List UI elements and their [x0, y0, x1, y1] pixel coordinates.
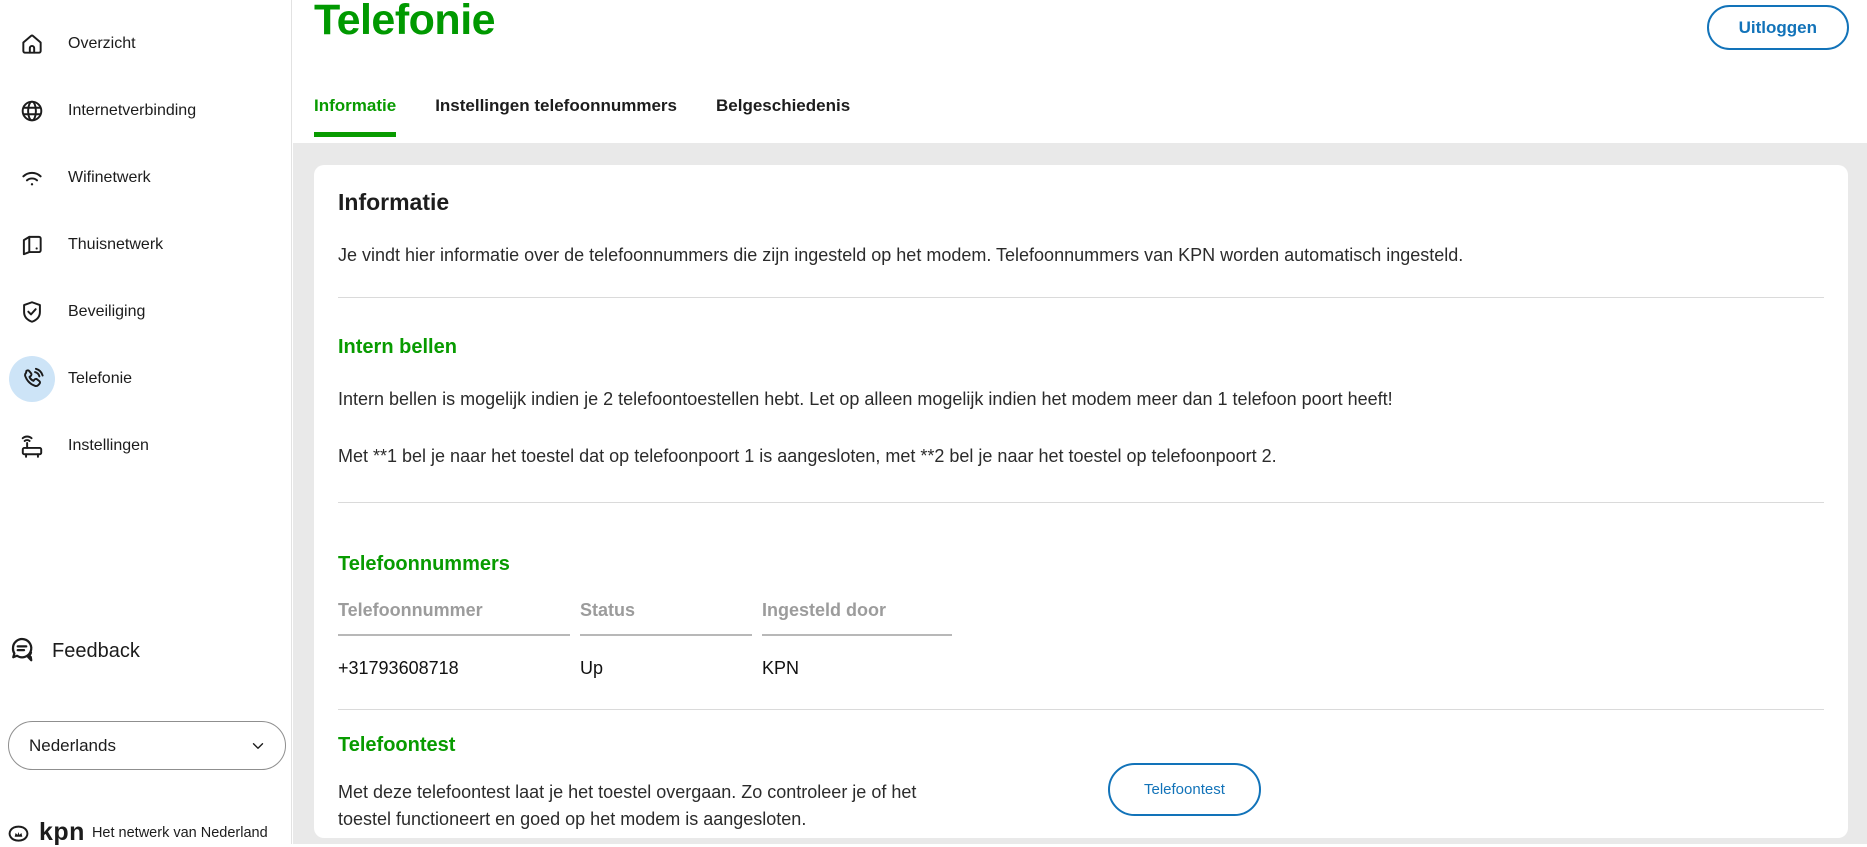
feedback-button[interactable] — [9, 636, 140, 666]
table-cell-ingesteld-door: KPN — [762, 658, 800, 678]
telefoontest-paragraph: Met deze telefoontest laat je het toestel overgaan. Zo controleer je of het toestel functioneert en goed op het modem is aangesloten. — [338, 782, 917, 829]
tab-instellingen-telefoonnummers[interactable]: Instellingen telefoonnummers — [435, 96, 677, 115]
sidebar-item-telefonie[interactable] — [0, 345, 291, 412]
feedback-chat-icon — [9, 636, 39, 666]
sidebar-item-label: Instellingen — [68, 436, 149, 454]
content-background — [293, 143, 1867, 844]
wifi-icon — [9, 155, 55, 201]
tab-bar — [314, 96, 850, 137]
logout-button[interactable]: Uitloggen — [1707, 5, 1849, 50]
telefoontest-section — [338, 734, 1824, 833]
telefoontest-button[interactable]: Telefoontest — [1108, 763, 1261, 816]
globe-icon — [9, 88, 55, 134]
intern-bellen-heading: Intern bellen — [338, 336, 457, 358]
sidebar-item-beveiliging[interactable] — [0, 278, 291, 345]
page-title: Telefonie — [314, 0, 496, 44]
main-content — [293, 0, 1867, 844]
feedback-label: Feedback — [52, 639, 140, 662]
sidebar-item-label: Beveiliging — [68, 302, 146, 320]
telefoonnummers-heading: Telefoonnummers — [338, 553, 510, 575]
tab-informatie[interactable]: Informatie — [314, 96, 396, 137]
divider — [338, 709, 1824, 710]
brand-name: kpn — [39, 818, 85, 846]
sidebar-item-thuisnetwerk[interactable] — [0, 211, 291, 278]
telefoontest-heading: Telefoontest — [338, 734, 456, 756]
sidebar-item-overzicht[interactable] — [0, 10, 291, 77]
column-header-ingesteld-door: Ingesteld door — [762, 600, 952, 636]
sidebar-item-label: Telefonie — [68, 369, 133, 387]
kpn-logo — [5, 818, 268, 847]
home-icon — [9, 21, 55, 67]
home-network-icon — [9, 222, 55, 268]
sidebar-item-label: Internetverbinding — [68, 101, 197, 119]
intern-bellen-paragraph-1: Intern bellen is mogelijk indien je 2 telefoontoestellen hebt. Let op alleen mogelijk indien het modem meer dan 1 telefoon poort heeft! — [338, 389, 1393, 409]
sidebar-item-internetverbinding[interactable] — [0, 77, 291, 144]
column-header-status: Status — [580, 600, 752, 636]
sidebar-item-wifinetwerk[interactable] — [0, 144, 291, 211]
sidebar-item-label: Overzicht — [68, 34, 136, 52]
phone-icon — [9, 356, 55, 402]
column-header-telefoonnummer: Telefoonnummer — [338, 600, 570, 636]
brand-tagline: Het netwerk van Nederland — [91, 824, 268, 841]
kpn-crown-icon — [5, 819, 32, 846]
chevron-down-icon — [249, 737, 267, 755]
intern-bellen-paragraph-2: Met **1 bel je naar het toestel dat op telefoonpoort 1 is aangesloten, met **2 bel je naar het toestel op telefoonpoort 2. — [338, 446, 1277, 466]
shield-check-icon — [9, 289, 55, 335]
language-select[interactable] — [8, 721, 286, 770]
info-paragraph: Je vindt hier informatie over de telefoonnummers die zijn ingesteld op het modem. Telefoonnummers van KPN worden automatisch ingesteld. — [338, 245, 1464, 265]
divider — [338, 502, 1824, 503]
card-heading: Informatie — [338, 189, 450, 215]
sidebar — [0, 0, 292, 844]
table-cell-telefoonnummer: +31793608718 — [338, 658, 459, 678]
sidebar-item-label: Thuisnetwerk — [68, 235, 164, 253]
phone-numbers-table — [338, 600, 1824, 679]
sidebar-item-label: Wifinetwerk — [68, 168, 151, 186]
tab-belgeschiedenis[interactable]: Belgeschiedenis — [716, 96, 851, 115]
modem-icon — [9, 423, 55, 469]
language-select-value: Nederlands — [29, 735, 116, 755]
sidebar-nav — [0, 0, 291, 479]
table-cell-status: Up — [580, 658, 604, 678]
informatie-card — [314, 165, 1848, 838]
sidebar-item-instellingen[interactable] — [0, 412, 291, 479]
divider — [338, 297, 1824, 298]
